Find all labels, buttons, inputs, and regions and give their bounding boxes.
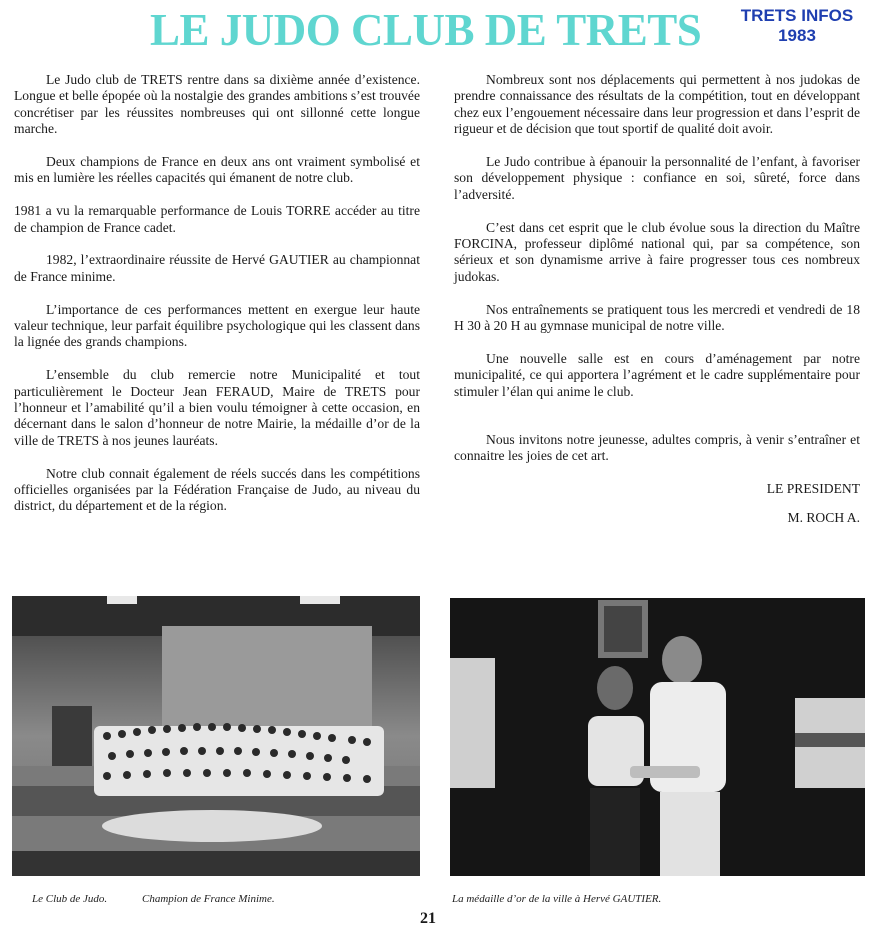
paragraph: Le Judo club de TRETS rentre dans sa dixième année d’existence. Longue et belle épopée où la nostalgie des grandes ambitions s’est trouvée concrétiser par les réussites nombreuses qui ont sillonné cette longue marche. (14, 72, 420, 137)
photo1-caption-b: Champion de France Minime. (142, 893, 275, 905)
photo1-caption-a: Le Club de Judo. (32, 893, 108, 905)
paragraph: 1982, l’extraordinaire réussite de Hervé GAUTIER au championnat de France minime. (14, 252, 420, 284)
paragraph: Le Judo contribue à épanouir la personnalité de l’enfant, à favoriser son développement physique : confiance en soi, sûreté, force dans l’adversité. (454, 154, 860, 202)
paragraph: Deux champions de France en deux ans ont vraiment symbolisé et mis en lumière les réelles capacités qui émanent de notre club. (14, 154, 420, 186)
paragraph: Nombreux sont nos déplacements qui permettent à nos judokas de prendre connaissance des résultats de la compétition, tout en développant chez eux l’engouement nécessaire dans leur progression et dans l’esprit de rigueur et de décision que tout sportif de qualité doit avoir. (454, 72, 860, 137)
right-column (454, 72, 860, 526)
ceremony-photo-illustration (450, 598, 865, 876)
paragraph: Notre club connait également de réels succés dans les compétitions officielles organisées par la Fédération Française de Judo, au niveau du district, du département et de la région. (14, 465, 420, 514)
paragraph: C’est dans cet esprit que le club évolue sous la direction du Maître FORCINA, professeur diplômé national qui, par sa compétence, son sérieux et son dynamisme arrive à faire progresser tous ces nombreux judokas. (454, 219, 860, 284)
publication-name: TRETS INFOS (740, 6, 854, 25)
paragraph: Nous invitons notre jeunesse, adultes compris, à venir s’entraîner et connaitre les joies de cet art. (454, 432, 860, 464)
paragraph: Nos entraînements se pratiquent tous les mercredi et vendredi de 18 H 30 à 20 H au gymnase municipal de notre ville. (454, 301, 860, 334)
signature-role: LE PRESIDENT (766, 481, 860, 497)
article-title: LE JUDO CLUB DE TRETS (150, 5, 702, 55)
signature-name: M. ROCH A. (787, 509, 860, 525)
publication-badge (722, 6, 872, 46)
photo-judo-club-group (12, 596, 420, 876)
page-number: 21 (420, 910, 436, 927)
paragraph: L’ensemble du club remercie notre Municipalité et tout particulièrement le Docteur Jean FERAUD, Maire de TRETS pour l’honneur et l’amabilité qu’il a bien voulu témoigner à cette occasion, en décernant dans le salon d’honneur de notre Mairie, la médaille d’or de la ville de TRETS à nos jeunes lauréats. (14, 367, 420, 448)
paragraph: L’importance de ces performances mettent en exergue leur haute valeur technique, leur parfait équilibre psychologique qui les classent dans la lignée des grands champions. (14, 301, 420, 350)
photo-medal-ceremony (450, 598, 865, 876)
publication-year: 1983 (778, 26, 816, 45)
photo2-caption: La médaille d’or de la ville à Hervé GAUTIER. (452, 893, 662, 905)
paragraph: 1981 a vu la remarquable performance de Louis TORRE accéder au titre de champion de France cadet. (14, 203, 420, 235)
paragraph: Une nouvelle salle est en cours d’aménagement par notre municipalité, ce qui apportera l’agrément et le cadre supplémentaire pour stimuler l’élan qui anime le club. (454, 350, 860, 399)
left-column (14, 72, 420, 531)
group-photo-illustration (12, 596, 420, 876)
